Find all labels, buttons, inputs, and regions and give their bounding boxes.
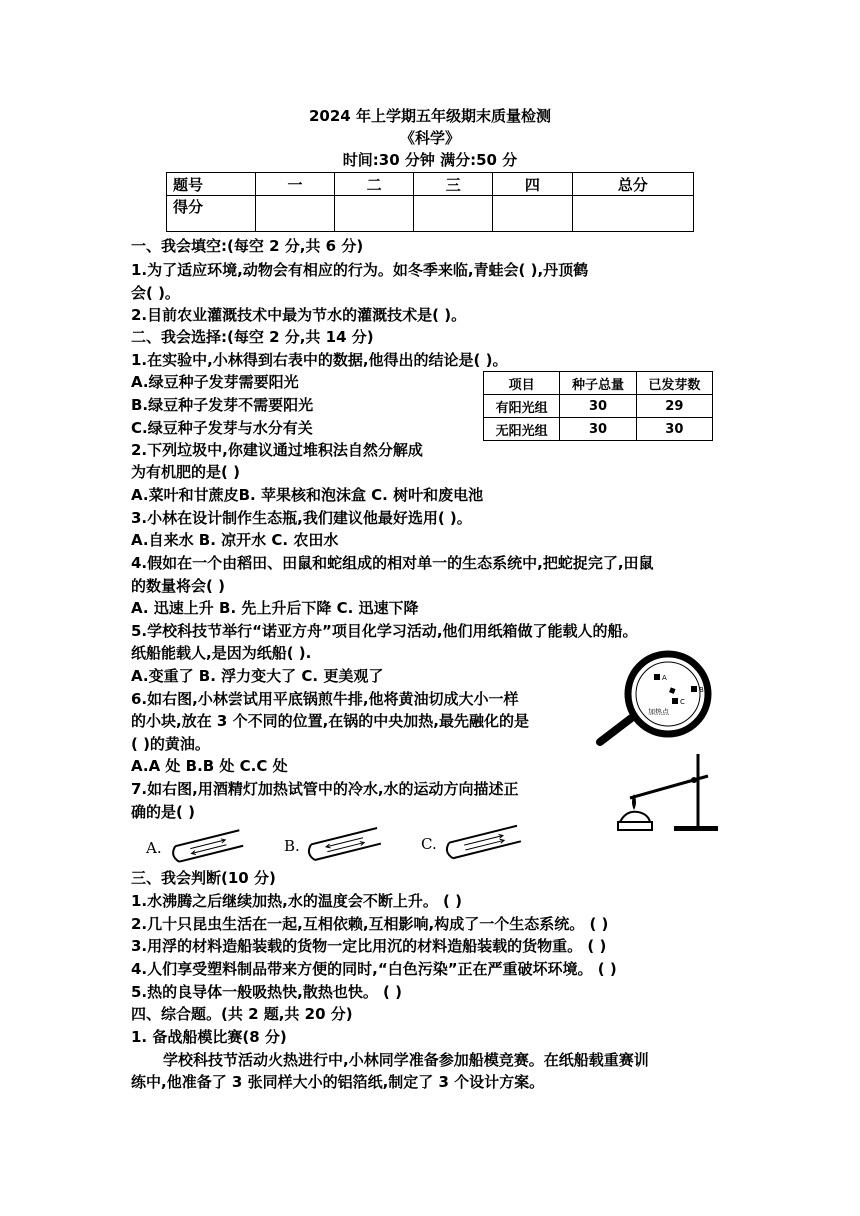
- score-cell[interactable]: [335, 196, 414, 232]
- section1-q1-line2: 会( )。: [131, 284, 180, 302]
- seed-table-row: [484, 395, 713, 418]
- section2-q5-line2: 纸船能载人,是因为纸船( ).: [131, 644, 312, 662]
- seed-table-cell: 30: [560, 418, 636, 441]
- exam-title: 2024 年上学期五年级期末质量检测: [309, 107, 551, 125]
- test-tube-b-figure: [306, 822, 386, 866]
- score-cell[interactable]: [256, 196, 335, 232]
- q7-option-a-label: A.: [146, 839, 162, 857]
- butter-a-label: A: [662, 674, 667, 682]
- score-cell[interactable]: [572, 196, 694, 232]
- seed-table-header-row: [484, 372, 713, 395]
- section3-heading: 三、我会判断(10 分): [131, 869, 276, 887]
- section1-q2: 2.目前农业灌溉技术中最为节水的灌溉技术是( )。: [131, 306, 467, 324]
- section2-q1-option-b: B.绿豆种子发芽不需要阳光: [131, 396, 314, 414]
- butter-b-label: B: [699, 686, 704, 694]
- score-cell[interactable]: [414, 196, 493, 232]
- score-header-cell: 四: [493, 173, 572, 196]
- seed-table-cell: 29: [636, 395, 712, 418]
- seed-data-table: [483, 371, 713, 441]
- section2-q3: 3.小林在设计制作生态瓶,我们建议他最好选用( )。: [131, 509, 472, 527]
- seed-table-row: [484, 418, 713, 441]
- section2-q1: 1.在实验中,小林得到右表中的数据,他得出的结论是( )。: [131, 351, 508, 369]
- section2-q2-line1: 2.下列垃圾中,你建议通过堆积法自然分解成: [131, 441, 423, 459]
- score-table-header-row: [167, 173, 694, 196]
- exam-time-info: 时间:30 分钟 满分:50 分: [342, 151, 518, 169]
- judgment-item: 4.人们享受塑料制品带来方便的同时,“白色污染”正在严重破坏环境。 ( ): [131, 960, 617, 978]
- section4-q1-para-line2: 练中,他准备了 3 张同样大小的铝箔纸,制定了 3 个设计方案。: [131, 1073, 545, 1091]
- score-header-cell: 三: [414, 173, 493, 196]
- section2-q3-options: A.自来水 B. 凉开水 C. 农田水: [131, 531, 339, 549]
- score-header-cell: 题号: [167, 173, 256, 196]
- seed-table-cell: 30: [560, 395, 636, 418]
- score-header-cell: 二: [335, 173, 414, 196]
- section4-heading: 四、综合题。(共 2 题,共 20 分): [131, 1005, 353, 1023]
- judgment-item: 2.几十只昆虫生活在一起,互相依赖,互相影响,构成了一个生态系统。 ( ): [131, 915, 609, 933]
- judgment-item: 1.水沸腾之后继续加热,水的温度会不断上升。 ( ): [131, 892, 462, 910]
- test-tube-c-figure: [444, 820, 526, 864]
- exam-subject: 《科学》: [399, 129, 460, 147]
- section2-q6-options: A.A 处 B.B 处 C.C 处: [131, 757, 288, 775]
- seed-table-cell: 有阳光组: [484, 395, 560, 418]
- seed-table-cell: 无阳光组: [484, 418, 560, 441]
- butter-a-square: [654, 674, 660, 680]
- section2-q4-options: A. 迅速上升 B. 先上升后下降 C. 迅速下降: [131, 599, 419, 617]
- score-header-cell: 一: [256, 173, 335, 196]
- seed-table-header-cell: 已发芽数: [636, 372, 712, 395]
- section2-q7-line1: 7.如右图,用酒精灯加热试管中的冷水,水的运动方向描述正: [131, 780, 519, 798]
- seed-table-header-cell: 项目: [484, 372, 560, 395]
- section1-q1-line1: 1.为了适应环境,动物会有相应的行为。如冬季来临,青蛙会( ),丹顶鹤: [131, 261, 589, 279]
- section2-q1-option-a: A.绿豆种子发芽需要阳光: [131, 373, 299, 391]
- section2-q2-options: A.菜叶和甘蔗皮B. 苹果核和泡沫盒 C. 树叶和废电池: [131, 486, 484, 504]
- test-tube-a-figure: [170, 824, 248, 866]
- section2-q4-line2: 的数量将会( ): [131, 577, 225, 595]
- section2-q5-options: A.变重了 B. 浮力变大了 C. 更美观了: [131, 667, 384, 685]
- score-row-label: 得分: [167, 196, 256, 232]
- score-cell[interactable]: [493, 196, 572, 232]
- section4-q1-title: 1. 备战船模比赛(8 分): [131, 1028, 287, 1046]
- section4-q1-para-line1: 学校科技节活动火热进行中,小林同学准备参加船模竞赛。在纸船载重赛训: [163, 1051, 649, 1069]
- q7-option-b-label: B.: [284, 837, 300, 855]
- alcohol-lamp-figure: [610, 750, 722, 834]
- score-table: [166, 172, 694, 232]
- seed-table-header-cell: 种子总量: [560, 372, 636, 395]
- butter-c-square: [672, 698, 678, 704]
- seed-table-cell: 30: [636, 418, 712, 441]
- butter-b-square: [691, 686, 697, 692]
- frying-pan-figure: [596, 650, 720, 750]
- section2-q6-line1: 6.如右图,小林尝试用平底锅煎牛排,他将黄油切成大小一样: [131, 690, 519, 708]
- section2-q6-line2: 的小块,放在 3 个不同的位置,在锅的中央加热,最先融化的是: [131, 712, 529, 730]
- section2-q4-line1: 4.假如在一个由稻田、田鼠和蛇组成的相对单一的生态系统中,把蛇捉完了,田鼠: [131, 554, 654, 572]
- butter-c-label: C: [680, 698, 685, 706]
- section2-q7-line2: 确的是( ): [131, 803, 195, 821]
- section2-q2-line2: 为有机肥的是( ): [131, 463, 240, 481]
- heating-point-label: 加热点: [648, 708, 669, 716]
- section2-heading: 二、我会选择:(每空 2 分,共 14 分): [131, 328, 374, 346]
- q7-option-c-label: C.: [421, 835, 437, 853]
- judgment-item: 3.用浮的材料造船装载的货物一定比用沉的材料造船装载的货物重。 ( ): [131, 937, 607, 955]
- score-table-row: [167, 196, 694, 232]
- judgment-item: 5.热的良导体一般吸热快,散热也快。 ( ): [131, 983, 402, 1001]
- section2-q1-option-c: C.绿豆种子发芽与水分有关: [131, 419, 313, 437]
- score-header-cell: 总分: [572, 173, 694, 196]
- section1-heading: 一、我会填空:(每空 2 分,共 6 分): [131, 237, 364, 255]
- section2-q6-line3: ( )的黄油。: [131, 735, 210, 753]
- section2-q5-line1: 5.学校科技节举行“诺亚方舟”项目化学习活动,他们用纸箱做了能载人的船。: [131, 622, 638, 640]
